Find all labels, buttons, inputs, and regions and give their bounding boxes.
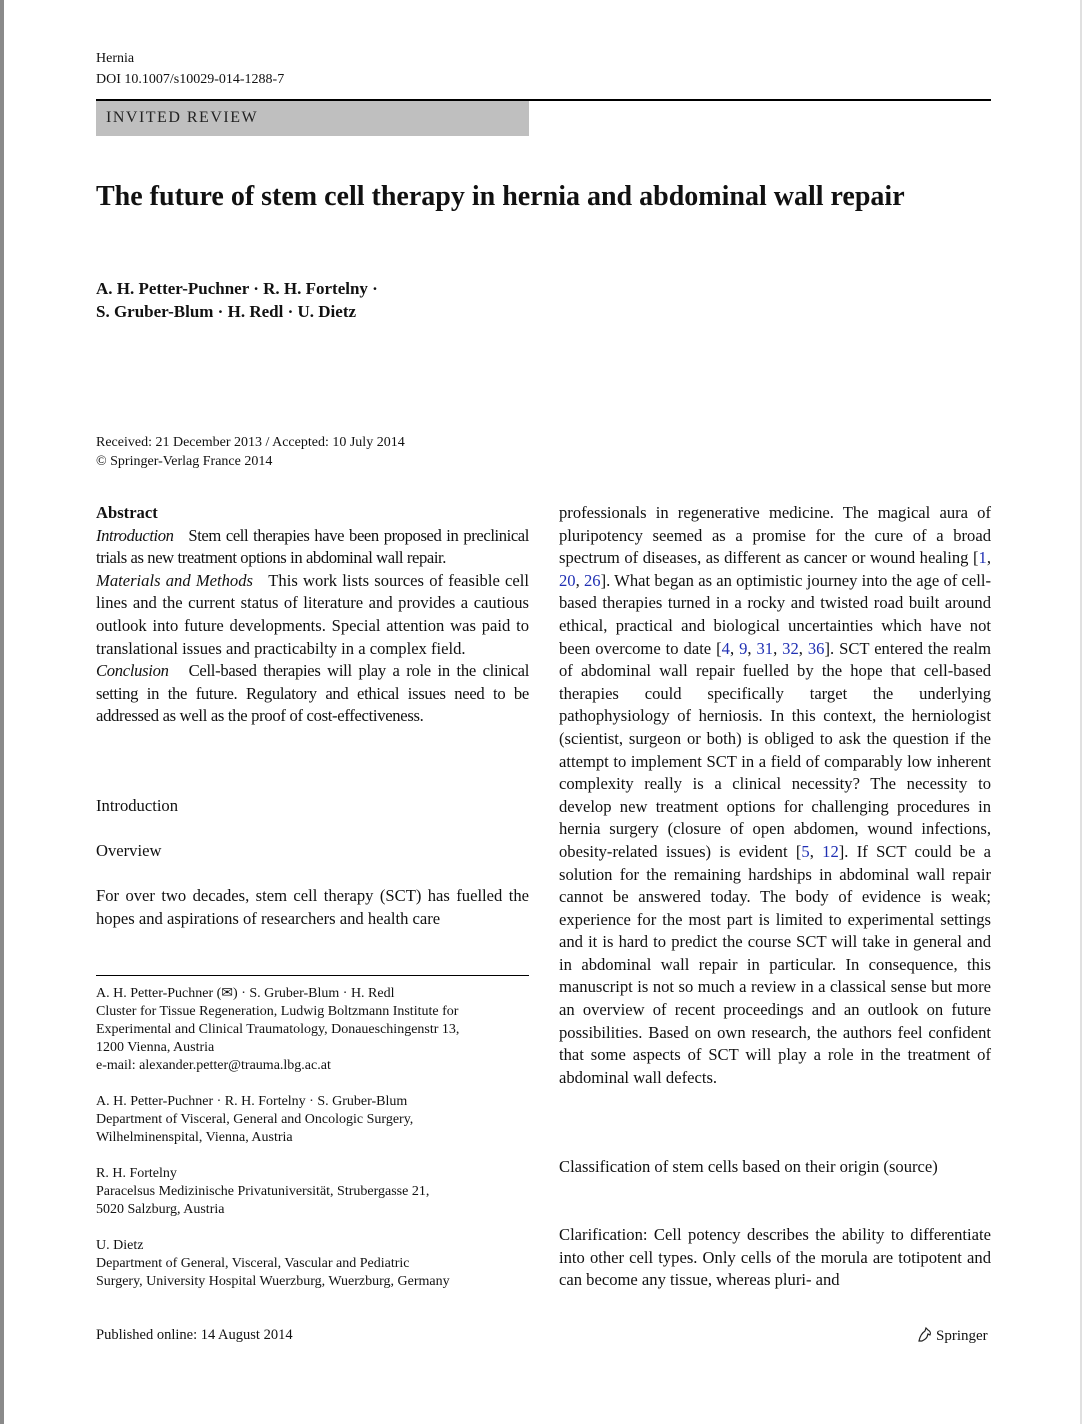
abstract-conclusion-text: Cell-based therapies will play a role in the clinical setting in the future. Regulatory and ethical issues need to be addressed as well as the proof of cost-effectiveness.: [96, 661, 530, 726]
abstract-methods-label: Materials and Methods: [96, 570, 253, 590]
footnote-rule: [96, 975, 529, 976]
body-text: ]. SCT entered the realm of abdominal wall repair fuelled by the hope that cell-based therapies could specifically target the underlying pathophysiology of herniosis. In this context, the herniologist (scientist, surgeon or both) is obliged to ask the question if the attempt to implement SCT in a field of comparably low inherent complexity really is a clinical necessity? The necessity to develop new treatment options for challenging procedures in hernia surgery (closure of open abdomen, wound infections, obesity-related issues) is evident [: [559, 638, 991, 861]
affiliation-3: [96, 1165, 529, 1219]
affiliation-1-names: A. H. Petter-Puchner (✉) · S. Gruber-Blum · H. Redl: [96, 986, 395, 1001]
body-paragraph-2: Clarification: Cell potency describes the ability to differentiate into other cell types. Only cells of the morula are totipotent and can become any tissue, whereas pluri- and: [559, 1225, 991, 1290]
affiliation-4-names: U. Dietz: [96, 1238, 144, 1253]
affiliation-2-names: A. H. Petter-Puchner · R. H. Fortelny · S. Gruber-Blum: [96, 1094, 408, 1109]
body-paragraph-1: professionals in regenerative medicine. The magical aura of pluripotency seemed as a promise for the cure of a broad spectrum of diseases, as different as cancer or wound healing [1, 20, 26]. What began as an optimistic journey into the age of cell-based therapies turned in a rocky and twisted road built around ethical, practical and biological uncertainties which have not been overcome to date [4, 9, 31, 32, 36]. SCT entered the realm of abdominal wall repair fuelled by the hope that cell-based therapies could specifically target the underlying pathophysiology of herniosis. In this context, the herniologist (scientist, surgeon or both) is obliged to ask the question if the attempt to implement SCT in a field of comparably low inherent complexity really is a clinical necessity? The necessity to develop new treatment options for challenging procedures in hernia surgery (closure of open abdomen, wound infections, obesity-related issues) is evident [5, 12]. If SCT could be a solution for the remaining hardships in abdominal wall repair cannot be answered today. The body of evidence is weak; experience for the most part is limited to experimental settings and it is hard to predict the course SCT will take in general and in abdominal wall repair in particular. In consequence, this manuscript is not so much a review in a classical sense but more an overview of recent proceedings and an outlook on future possibilities. Based on own research, the authors feel confident that some aspects of SCT will play a role in the treatment of abdominal wall defects.: [559, 503, 992, 1087]
body-text: ]. What began as an optimistic journey into the age of cell-based therapies turned in a rocky and twisted road built around ethical, practical and biological uncertainties which have not been overcome to date [: [559, 570, 992, 658]
author-list: [96, 277, 378, 323]
publisher-name: Springer: [936, 1328, 988, 1344]
article-dates: [96, 433, 405, 471]
abstract-intro-label: Introduction: [96, 525, 174, 545]
affiliation-1-line: Cluster for Tissue Regeneration, Ludwig Boltzmann Institute for: [96, 1004, 459, 1019]
affiliation-3-line: Paracelsus Medizinische Privatuniversität, Strubergasse 21,: [96, 1184, 430, 1199]
abstract-methods: [96, 570, 529, 660]
citation-link[interactable]: 4: [721, 638, 730, 658]
right-column: [559, 502, 991, 1089]
abstract-conclusion-label: Conclusion: [96, 661, 169, 681]
affiliation-4: [96, 1237, 529, 1291]
affiliation-4-line: Department of General, Visceral, Vascular and Pediatric: [96, 1256, 410, 1271]
citation-link[interactable]: 9: [739, 638, 748, 658]
published-online: Published online: 14 August 2014: [96, 1327, 293, 1343]
abstract-introduction: [96, 525, 529, 570]
abstract: [96, 502, 529, 728]
citation-link[interactable]: 36: [807, 638, 825, 658]
section-label: INVITED REVIEW: [106, 109, 259, 126]
affiliation-2: [96, 1093, 529, 1147]
body-text: professionals in regenerative medicine. The magical aura of pluripotency seemed as a promise for the cure of a broad spectrum of diseases, as different as cancer or wound healing [: [559, 503, 991, 568]
springer-horse-icon: [916, 1326, 933, 1343]
citation-link[interactable]: 32: [782, 638, 799, 658]
citation-link[interactable]: 26: [583, 570, 601, 590]
affiliation-1-line: 1200 Vienna, Austria: [96, 1040, 215, 1055]
affiliation-3-names: R. H. Fortelny: [96, 1166, 177, 1181]
affiliation-2-line: Department of Visceral, General and Oncologic Surgery,: [96, 1112, 414, 1127]
doi: DOI 10.1007/s10029-014-1288-7: [96, 72, 285, 87]
introduction-paragraph: For over two decades, stem cell therapy (SCT) has fuelled the hopes and aspirations of researchers and health care: [96, 886, 529, 928]
abstract-intro-text: Stem cell therapies have been proposed in preclinical trials as new treatment options in abdominal wall repair.: [96, 525, 529, 568]
section-band: [96, 101, 529, 136]
publisher-logo: [916, 1326, 988, 1345]
citation-link[interactable]: 31: [756, 638, 774, 658]
affiliation-4-line: Surgery, University Hospital Wuerzburg, Wuerzburg, Germany: [96, 1274, 450, 1289]
affiliation-1-line: Experimental and Clinical Traumatology, Donaueschingenstr 13,: [96, 1022, 460, 1037]
affiliation-1: [96, 985, 529, 1075]
citation-link[interactable]: 12: [822, 841, 839, 861]
copyright: © Springer-Verlag France 2014: [96, 454, 273, 469]
classification-subheading: Classification of stem cells based on their origin (source): [559, 1157, 938, 1176]
received-accepted: Received: 21 December 2013 / Accepted: 10 July 2014: [96, 435, 405, 450]
viewer-edge-left: [0, 0, 4, 1424]
introduction-heading: Introduction: [96, 796, 179, 815]
abstract-methods-text: This work lists sources of feasible cell lines and the current status of literature and provides a cautious outlook into future developments. Special attention was paid to translational issues and practicabilty in a complex field.: [96, 570, 529, 658]
abstract-conclusion: [96, 660, 529, 728]
abstract-heading: Abstract: [96, 503, 158, 522]
affiliation-3-line: 5020 Salzburg, Austria: [96, 1202, 225, 1217]
author-line-2: S. Gruber-Blum · H. Redl · U. Dietz: [96, 302, 357, 321]
journal-name: Hernia: [96, 51, 135, 66]
overview-subheading: Overview: [96, 841, 162, 860]
author-line-1: A. H. Petter-Puchner · R. H. Fortelny ·: [96, 279, 378, 298]
body-text: ]. If SCT could be a solution for the remaining hardships in abdominal wall repair cannot be answered today. The body of evidence is weak; experience for the most part is limited to experimental settings and it is hard to predict the course SCT will take in general and in abdominal wall repair in particular. In consequence, this manuscript is not so much a review in a classical sense but more an overview of recent proceedings and an outlook on future possibilities. Based on own research, the authors feel confident that some aspects of SCT will play a role in the treatment of abdominal wall defects.: [559, 841, 991, 1087]
author-email: e-mail: alexander.petter@trauma.lbg.ac.at: [96, 1058, 331, 1073]
article-title: The future of stem cell therapy in hernia and abdominal wall repair: [96, 181, 905, 212]
affiliation-2-line: Wilhelminenspital, Vienna, Austria: [96, 1130, 293, 1145]
citation-link[interactable]: 20: [559, 570, 576, 590]
citation-link[interactable]: 5: [801, 841, 810, 861]
citation-link[interactable]: 1: [978, 548, 987, 568]
